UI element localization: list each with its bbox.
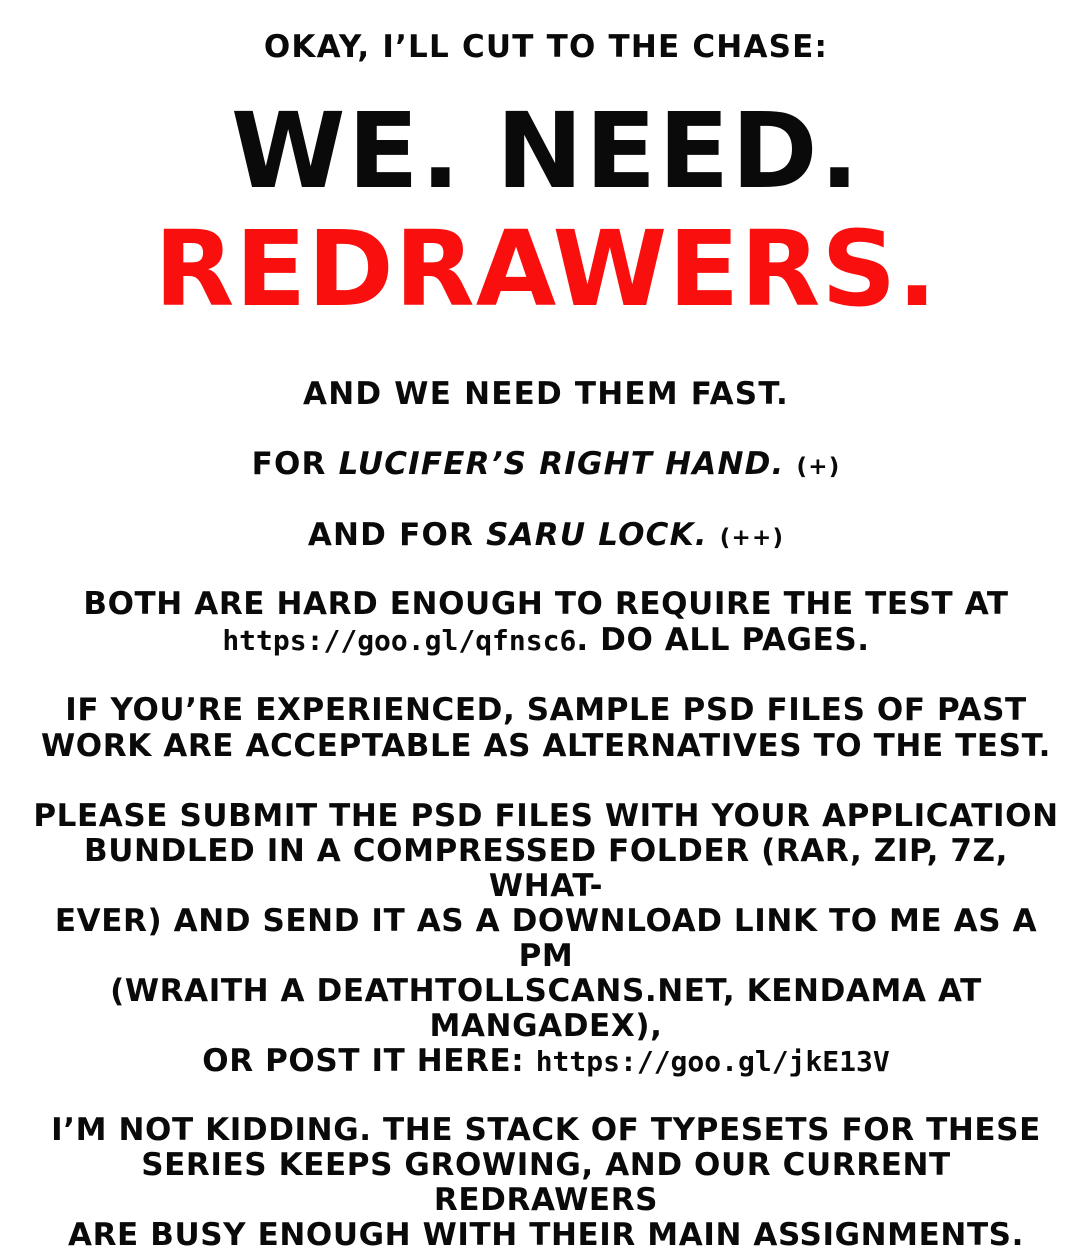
closing-line-1: I’M NOT KIDDING. THE STACK OF TYPESETS FOR THESE	[51, 1111, 1041, 1148]
test-requirement-suffix: . DO ALL PAGES.	[576, 621, 870, 658]
submission-paragraph	[26, 799, 1066, 1079]
series-line-one	[24, 447, 1068, 482]
submission-line-4: (WRAITH A DEATHTOLLSCANS.NET, KENDAMA AT MANGADEX),	[110, 972, 982, 1044]
closing-paragraph	[26, 1113, 1066, 1253]
test-url[interactable]: https://goo.gl/qfnsc6	[222, 623, 577, 657]
series-two-prefix: AND FOR	[307, 517, 487, 554]
headline-word-need: NEED.	[496, 89, 862, 212]
series-line-two	[24, 518, 1068, 553]
headline-word-we: WE.	[230, 89, 463, 212]
submission-line-1: PLEASE SUBMIT THE PSD FILES WITH YOUR APPLICATION	[33, 797, 1059, 834]
experienced-line-2: WORK ARE ACCEPTABLE AS ALTERNATIVES TO THE TEST.	[41, 727, 1051, 764]
test-requirement-paragraph	[26, 587, 1066, 659]
series-one-marker: (+)	[796, 454, 841, 481]
test-requirement-line-1: BOTH ARE HARD ENOUGH TO REQUIRE THE TEST AT	[83, 585, 1009, 622]
test-requirement-line-2	[26, 623, 1066, 659]
intro-line: OKAY, I’LL CUT TO THE CHASE:	[263, 29, 829, 65]
series-two-marker: (++)	[719, 525, 785, 552]
experienced-line-1: IF YOU’RE EXPERIENCED, SAMPLE PSD FILES OF PAST	[65, 691, 1027, 728]
subline-fast: AND WE NEED THEM FAST.	[303, 375, 789, 412]
series-two-title: SARU LOCK.	[486, 517, 708, 554]
headline-red: REDRAWERS.	[154, 207, 938, 330]
submission-line-3: EVER) AND SEND IT AS A DOWNLOAD LINK TO ME AS A PM	[54, 902, 1038, 974]
series-one-title: LUCIFER’S RIGHT HAND.	[338, 446, 785, 483]
submission-url[interactable]: https://goo.gl/jkE13V	[535, 1044, 890, 1078]
experienced-paragraph	[26, 693, 1066, 765]
submission-line-5	[26, 1044, 1066, 1079]
series-one-prefix: FOR	[251, 446, 339, 483]
closing-line-2: SERIES KEEPS GROWING, AND OUR CURRENT REDRAWERS	[141, 1146, 951, 1218]
submission-line-2: BUNDLED IN A COMPRESSED FOLDER (RAR, ZIP, 7Z, WHAT-	[83, 832, 1008, 904]
closing-line-3: ARE BUSY ENOUGH WITH THEIR MAIN ASSIGNMENTS.	[67, 1216, 1024, 1253]
submission-post-prefix: OR POST IT HERE:	[202, 1042, 536, 1079]
headline-black	[24, 89, 1068, 212]
